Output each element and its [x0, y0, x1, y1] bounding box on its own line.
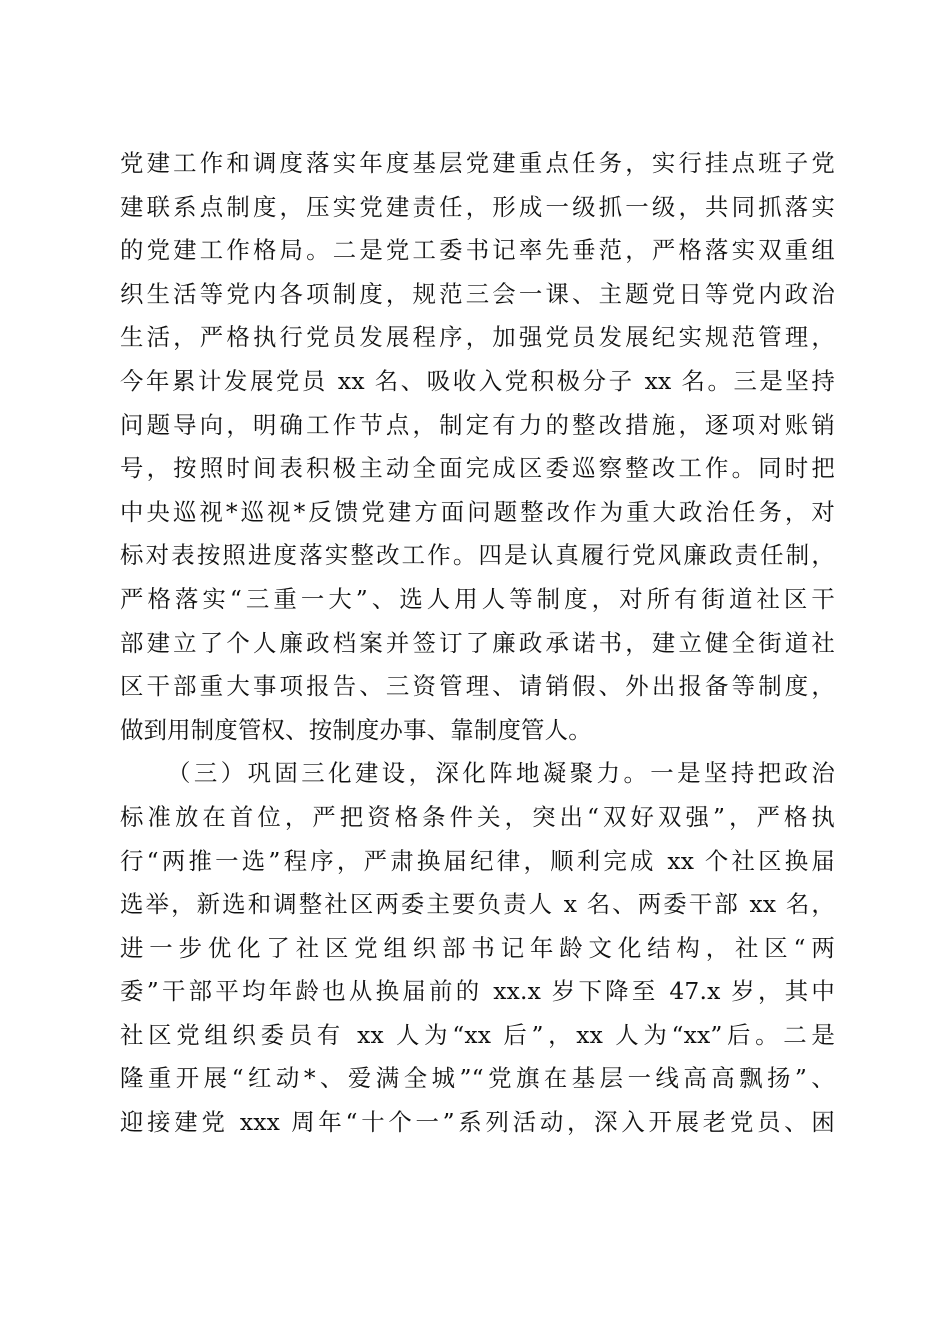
text-line: 中央巡视*巡视*反馈党建方面问题整改作为重大政治任务，对 [120, 497, 835, 526]
text-line: 问题导向，明确工作节点，制定有力的整改措施，逐项对账销 [120, 410, 835, 439]
text-line: 标对表按照进度落实整改工作。四是认真履行党风廉政责任制， [120, 541, 835, 570]
text-line: 社区党组织委员有 xx 人为“xx 后”，xx 人为“xx”后。二是 [120, 1020, 835, 1049]
text-line: 党建工作和调度落实年度基层党建重点任务，实行挂点班子党 [120, 149, 835, 177]
text-line: 委”干部平均年龄也从换届前的 xx.x 岁下降至 47.x 岁，其中 [120, 977, 835, 1006]
text-line: 区干部重大事项报告、三资管理、请销假、外出报备等制度， [120, 672, 835, 701]
text-line: 号，按照时间表积极主动全面完成区委巡察整改工作。同时把 [120, 454, 835, 483]
text-line: 进一步优化了社区党组织部书记年龄文化结构，社区“两 [120, 933, 835, 962]
section-heading-line: （三）巩固三化建设，深化阵地凝聚力。一是坚持把政治 [167, 759, 835, 788]
text-line: 建联系点制度，压实党建责任，形成一级抓一级，共同抓落实 [120, 192, 835, 221]
text-line: 迎接建党 xxx 周年“十个一”系列活动，深入开展老党员、困 [120, 1108, 835, 1137]
text-line: 行“两推一选”程序，严肃换届纪律，顺利完成 xx 个社区换届 [120, 846, 835, 875]
text-line: 织生活等党内各项制度，规范三会一课、主题党日等党内政治 [120, 279, 835, 308]
text-line: 隆重开展“红动*、爱满全城”“党旗在基层一线高高飘扬”、 [120, 1064, 835, 1093]
body-text [120, 142, 835, 1145]
text-line: 严格落实“三重一大”、选人用人等制度，对所有街道社区干 [120, 584, 835, 613]
text-line: 今年累计发展党员 xx 名、吸收入党积极分子 xx 名。三是坚持 [120, 366, 835, 395]
text-line: 标准放在首位，严把资格条件关，突出“双好双强”，严格执 [120, 802, 835, 831]
text-line: 做到用制度管权、按制度办事、靠制度管人。 [120, 715, 592, 744]
text-line: 的党建工作格局。二是党工委书记率先垂范，严格落实双重组 [120, 236, 835, 265]
text-line: 选举，新选和调整社区两委主要负责人 x 名、两委干部 xx 名， [120, 890, 835, 919]
text-line: 部建立了个人廉政档案并签订了廉政承诺书，建立健全街道社 [120, 628, 835, 657]
text-line: 生活，严格执行党员发展程序，加强党员发展纪实规范管理， [120, 323, 835, 352]
